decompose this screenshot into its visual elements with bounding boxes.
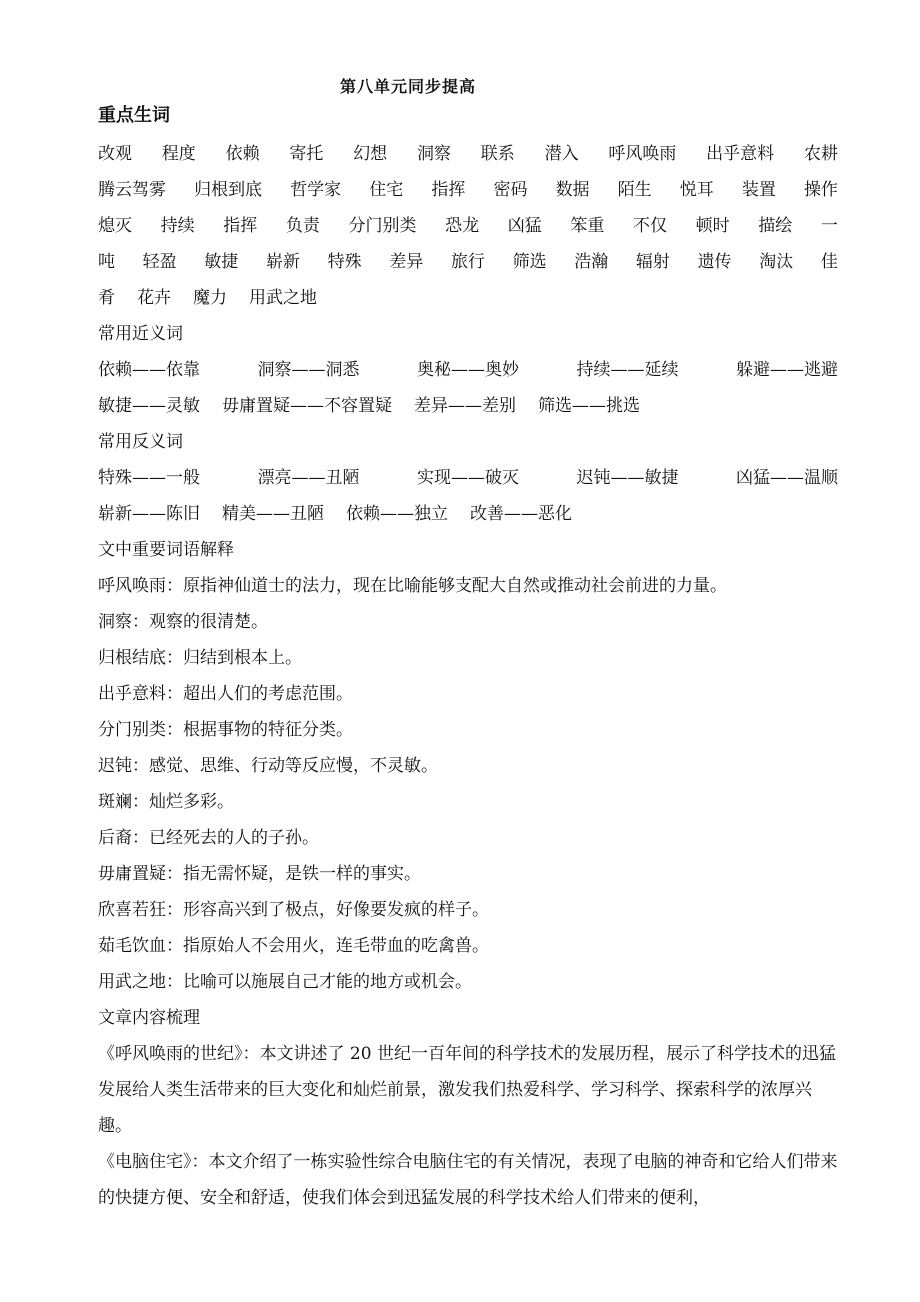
vocab-word: 旅行 — [450, 252, 485, 272]
vocab-word: 分门别类 — [348, 216, 417, 236]
synonyms-heading: 常用近义词 — [98, 324, 183, 344]
vocab-word: 呼风唤雨 — [608, 144, 677, 164]
vocab-row — [98, 136, 838, 172]
synonym-pair: 持续——延续 — [576, 360, 679, 380]
vocab-word: 遗传 — [697, 252, 732, 272]
vocab-row — [98, 208, 838, 244]
vocab-row — [98, 172, 838, 208]
definition-item: 后裔：已经死去的人的子孙。 — [98, 828, 319, 848]
definition-item: 迟钝：感觉、思维、行动等反应慢，不灵敏。 — [98, 756, 438, 776]
vocab-word: 差异 — [389, 252, 424, 272]
summary-heading: 文章内容梳理 — [98, 1008, 200, 1028]
vocab-word: 描绘 — [758, 216, 793, 236]
antonym-pair: 漂亮——丑陋 — [257, 468, 360, 488]
vocab-word: 密码 — [493, 180, 528, 200]
definition-item: 归根结底：归结到根本上。 — [98, 648, 302, 668]
antonym-pair: 凶猛——温顺 — [736, 468, 838, 488]
vocab-word: 顿时 — [695, 216, 730, 236]
vocab-row — [98, 280, 838, 316]
vocab-word: 农耕 — [803, 144, 838, 164]
vocab-word: 联系 — [480, 144, 515, 164]
summary-paragraph: 《呼风唤雨的世纪》：本文讲述了 20 世纪一百年间的科学技术的发展历程，展示了科学技术的迅猛发展给人类生活带来的巨大变化和灿烂前景，激发我们热爱科学、学习科学、探索科学的浓厚兴趣。 — [98, 1044, 836, 1136]
synonym-pair: 毋庸置疑——不容置疑 — [222, 396, 392, 416]
vocab-word: 特殊 — [327, 252, 362, 272]
vocab-row — [98, 244, 838, 280]
antonym-pair: 改善——恶化 — [470, 504, 572, 524]
antonym-pair: 依赖——独立 — [346, 504, 448, 524]
definition-item: 斑斓：灿烂多彩。 — [98, 792, 234, 812]
vocab-word: 肴 — [98, 288, 115, 308]
antonyms-heading: 常用反义词 — [98, 432, 183, 452]
synonym-pair: 依赖——依靠 — [98, 360, 200, 380]
antonym-row — [98, 496, 838, 532]
vocab-word: 辐射 — [635, 252, 670, 272]
vocab-word: 住宅 — [369, 180, 404, 200]
synonym-pair: 洞察——洞悉 — [257, 360, 360, 380]
vocab-word: 负责 — [285, 216, 320, 236]
vocab-word: 淘汰 — [759, 252, 794, 272]
vocab-word: 持续 — [160, 216, 195, 236]
vocab-word: 陌生 — [617, 180, 652, 200]
antonym-row — [98, 460, 838, 496]
antonym-pair: 崭新——陈旧 — [98, 504, 200, 524]
vocab-word: 指挥 — [431, 180, 466, 200]
definition-item: 分门别类：根据事物的特征分类。 — [98, 720, 353, 740]
definition-item: 茹毛饮血：指原始人不会用火，连毛带血的吃禽兽。 — [98, 936, 489, 956]
vocab-list — [98, 136, 838, 316]
vocab-word: 归根到底 — [194, 180, 263, 200]
synonym-row — [98, 388, 838, 424]
vocab-word: 改观 — [98, 144, 132, 164]
definition-item: 呼风唤雨：原指神仙道士的法力，现在比喻能够支配大自然或推动社会前进的力量。 — [98, 576, 727, 596]
explanations-heading: 文中重要词语解释 — [98, 540, 234, 560]
vocab-word: 悦耳 — [679, 180, 714, 200]
vocab-word: 洞察 — [416, 144, 451, 164]
antonym-pair: 迟钝——敏捷 — [576, 468, 679, 488]
synonyms-list — [98, 352, 838, 424]
vocab-word: 不仅 — [633, 216, 667, 236]
vocab-word: 依赖 — [225, 144, 260, 164]
summary-paragraph: 《电脑住宅》：本文介绍了一栋实验性综合电脑住宅的有关情况，表现了电脑的神奇和它给人们带来的快捷方便、安全和舒适，使我们体会到迅猛发展的科学技术给人们带来的便利， — [98, 1152, 838, 1208]
vocab-word: 数据 — [555, 180, 590, 200]
definition-item: 欣喜若狂：形容高兴到了极点，好像要发疯的样子。 — [98, 900, 489, 920]
synonym-pair: 奥秘——奥妙 — [417, 360, 519, 380]
explanations-list — [98, 568, 838, 1000]
vocab-word: 筛选 — [512, 252, 547, 272]
vocab-word: 吨 — [98, 252, 115, 272]
vocab-word: 操作 — [803, 180, 838, 200]
vocab-word: 凶猛 — [507, 216, 542, 236]
synonym-row — [98, 352, 838, 388]
vocab-word: 腾云驾雾 — [98, 180, 166, 200]
synonym-pair: 敏捷——灵敏 — [98, 396, 200, 416]
vocab-word: 程度 — [161, 144, 196, 164]
vocab-word: 寄托 — [289, 144, 324, 164]
vocab-word: 一 — [820, 216, 838, 236]
vocab-word: 用武之地 — [249, 288, 317, 308]
antonyms-list — [98, 460, 838, 532]
vocab-word: 潜入 — [544, 144, 579, 164]
vocab-word: 幻想 — [353, 144, 388, 164]
vocab-word: 崭新 — [265, 252, 300, 272]
vocab-word: 装置 — [741, 180, 776, 200]
vocab-word: 魔力 — [193, 288, 227, 308]
vocab-word: 熄灭 — [98, 216, 132, 236]
definition-item: 洞察：观察的很清楚。 — [98, 612, 268, 632]
vocab-word: 佳 — [820, 252, 838, 272]
vocab-word: 指挥 — [223, 216, 258, 236]
antonym-pair: 实现——破灭 — [417, 468, 519, 488]
vocab-word: 浩瀚 — [574, 252, 609, 272]
vocab-word: 哲学家 — [290, 180, 342, 200]
page-title: 第八单元同步提高 — [339, 77, 476, 96]
antonym-pair: 精美——丑陋 — [222, 504, 324, 524]
vocab-word: 轻盈 — [142, 252, 177, 272]
vocab-word: 花卉 — [137, 288, 171, 308]
vocab-heading: 重点生词 — [98, 105, 170, 126]
definition-item: 出乎意料：超出人们的考虑范围。 — [98, 684, 353, 704]
antonym-pair: 特殊——一般 — [98, 468, 200, 488]
synonym-pair: 差异——差别 — [414, 396, 516, 416]
vocab-word: 笨重 — [570, 216, 605, 236]
vocab-word: 出乎意料 — [706, 144, 775, 164]
definition-item: 毋庸置疑：指无需怀疑，是铁一样的事实。 — [98, 864, 421, 884]
definition-item: 用武之地：比喻可以施展自己才能的地方或机会。 — [98, 972, 472, 992]
content-area — [98, 100, 838, 1216]
summary-list — [98, 1036, 838, 1216]
vocab-word: 恐龙 — [445, 216, 480, 236]
synonym-pair: 躲避——逃避 — [736, 360, 838, 380]
synonym-pair: 筛选——挑选 — [538, 396, 640, 416]
vocab-word: 敏捷 — [204, 252, 239, 272]
